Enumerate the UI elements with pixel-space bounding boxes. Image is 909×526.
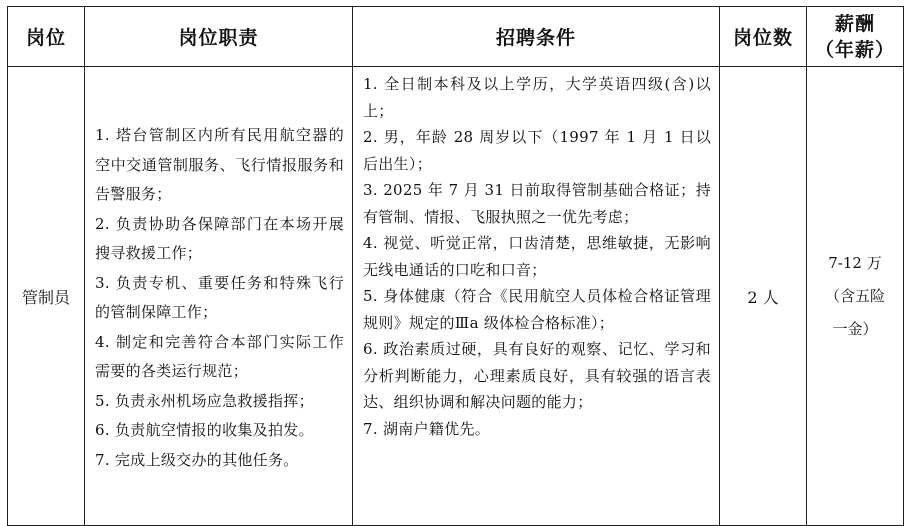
requirement-item: 6. 政治素质过硬，具有良好的观察、记忆、学习和分析判断能力，心理素质良好，具有较强的语言表达、组织协调和解决问题的能力；	[363, 340, 711, 411]
cell-position: 管制员	[8, 67, 85, 526]
duty-item: 1. 塔台管制区内所有民用航空器的空中交通管制服务、飞行情报服务和告警服务；	[95, 126, 344, 203]
salary-line2: （含五险	[824, 286, 885, 305]
header-salary-line2: （年薪）	[814, 38, 895, 61]
requirement-item: 7. 湖南户籍优先。	[363, 419, 491, 438]
header-row	[8, 7, 904, 67]
cell-requirements	[353, 67, 720, 526]
header-duties: 岗位职责	[85, 7, 353, 67]
duty-item: 2. 负责协助各保障部门在本场开展搜寻救援工作；	[95, 214, 344, 262]
salary-line3: 一金）	[832, 319, 878, 338]
requirement-item: 2. 男，年龄 28 周岁以下（1997 年 1 月 1 日以后出生）；	[363, 128, 711, 173]
salary-line1: 7-12 万	[828, 253, 882, 272]
requirement-item: 1. 全日制本科及以上学历，大学英语四级(含)以上；	[363, 75, 711, 120]
duty-item: 4. 制定和完善符合本部门实际工作需要的各类运行规范；	[95, 332, 344, 380]
requirement-item: 3. 2025 年 7 月 31 日前取得管制基础合格证；持有管制、情报、飞服执照之一优先考虑；	[363, 181, 711, 226]
cell-duties	[85, 67, 353, 526]
requirement-item: 4. 视觉、听觉正常，口齿清楚，思维敏捷，无影响无线电通话的口吃和口音；	[363, 234, 711, 279]
duty-item: 7. 完成上级交办的其他任务。	[95, 450, 299, 469]
table-row	[8, 67, 904, 526]
header-salary-line1: 薪酬	[834, 12, 875, 35]
header-salary	[807, 7, 904, 67]
header-count: 岗位数	[720, 7, 807, 67]
cell-count: 2 人	[720, 67, 807, 526]
header-position: 岗位	[8, 7, 85, 67]
duty-item: 5. 负责永州机场应急救援指挥；	[95, 391, 314, 410]
cell-salary	[807, 67, 904, 526]
requirement-item: 5. 身体健康（符合《民用航空人员体检合格证管理规则》规定的Ⅲa 级体检合格标准）；	[363, 287, 711, 332]
recruitment-table	[7, 6, 904, 526]
duty-item: 6. 负责航空情报的收集及拍发。	[95, 421, 314, 439]
duty-item: 3. 负责专机、重要任务和特殊飞行的管制保障工作；	[95, 273, 344, 321]
header-requirements: 招聘条件	[353, 7, 720, 67]
